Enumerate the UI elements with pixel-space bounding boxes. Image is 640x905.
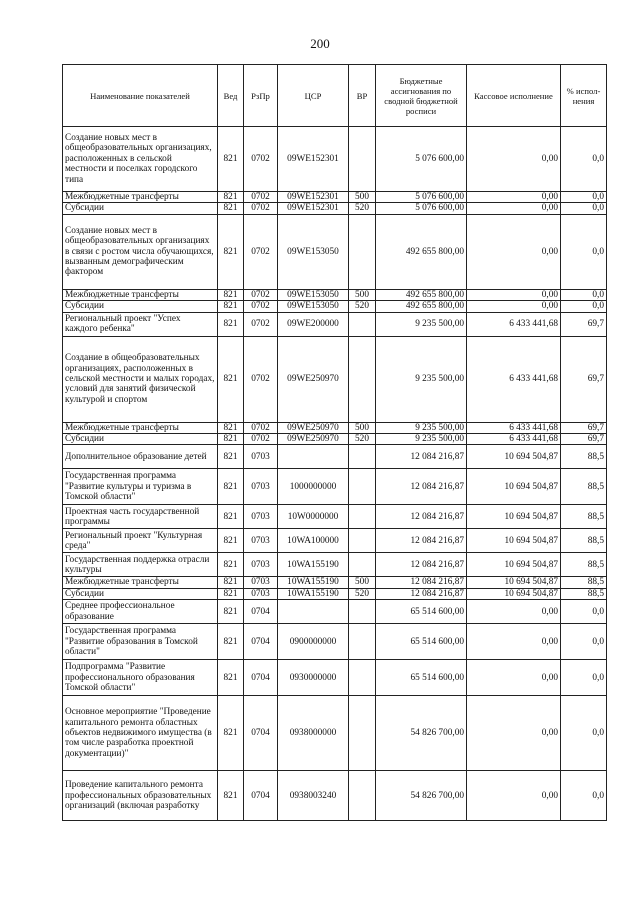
- cell-cash: 6 433 441,68: [467, 312, 561, 336]
- cell-ved: 821: [218, 588, 244, 599]
- cell-cash: 0,00: [467, 301, 561, 312]
- cell-ved: 821: [218, 336, 244, 422]
- cell-name: Создание новых мест в общеобразовательных организациях в связи с ростом числа обучающихся, вызванным демографическим фактором: [63, 214, 218, 289]
- header-name: Наименование показателей: [63, 65, 218, 127]
- cell-budget: 12 084 216,87: [376, 577, 467, 588]
- cell-vr: [349, 600, 376, 624]
- cell-budget: 9 235 500,00: [376, 434, 467, 445]
- cell-cash: 0,00: [467, 624, 561, 660]
- cell-name: Создание новых мест в общеобразовательных организациях, расположенных в сельской местности и поселках городского типа: [63, 127, 218, 192]
- cell-percent: 88,5: [561, 469, 607, 505]
- cell-vr: 500: [349, 192, 376, 203]
- cell-vr: [349, 553, 376, 577]
- cell-cash: 0,00: [467, 127, 561, 192]
- table-row: [63, 301, 607, 312]
- cell-rzpr: 0704: [244, 600, 278, 624]
- table-row: [63, 214, 607, 289]
- cell-csr: 09WE250970: [278, 434, 349, 445]
- header-ved: Вед: [218, 65, 244, 127]
- cell-budget: 5 076 600,00: [376, 203, 467, 214]
- cell-percent: 88,5: [561, 445, 607, 469]
- cell-name: Региональный проект "Культурная среда": [63, 529, 218, 553]
- cell-budget: 5 076 600,00: [376, 127, 467, 192]
- cell-cash: 6 433 441,68: [467, 434, 561, 445]
- cell-budget: 54 826 700,00: [376, 696, 467, 771]
- cell-ved: 821: [218, 624, 244, 660]
- cell-rzpr: 0703: [244, 577, 278, 588]
- cell-csr: 09WE153050: [278, 214, 349, 289]
- cell-cash: 0,00: [467, 203, 561, 214]
- cell-budget: 12 084 216,87: [376, 469, 467, 505]
- header-cash: Кассовое исполнение: [467, 65, 561, 127]
- cell-ved: 821: [218, 203, 244, 214]
- cell-cash: 10 694 504,87: [467, 529, 561, 553]
- cell-budget: 9 235 500,00: [376, 312, 467, 336]
- cell-rzpr: 0702: [244, 312, 278, 336]
- cell-budget: 54 826 700,00: [376, 771, 467, 821]
- cell-cash: 0,00: [467, 771, 561, 821]
- table-row: [63, 336, 607, 422]
- cell-vr: 520: [349, 301, 376, 312]
- cell-csr: 0930000000: [278, 660, 349, 696]
- cell-name: Государственная поддержка отрасли культуры: [63, 553, 218, 577]
- cell-ved: 821: [218, 469, 244, 505]
- cell-ved: 821: [218, 192, 244, 203]
- cell-percent: 69,7: [561, 312, 607, 336]
- cell-ved: 821: [218, 696, 244, 771]
- cell-cash: 6 433 441,68: [467, 422, 561, 433]
- cell-rzpr: 0703: [244, 469, 278, 505]
- header-percent: % испол-нения: [561, 65, 607, 127]
- cell-budget: 65 514 600,00: [376, 624, 467, 660]
- cell-budget: 9 235 500,00: [376, 336, 467, 422]
- cell-budget: 12 084 216,87: [376, 588, 467, 599]
- cell-csr: 0900000000: [278, 624, 349, 660]
- cell-csr: 09WE152301: [278, 127, 349, 192]
- cell-name: Среднее профессиональное образование: [63, 600, 218, 624]
- cell-rzpr: 0702: [244, 127, 278, 192]
- cell-name: Дополнительное образование детей: [63, 445, 218, 469]
- cell-budget: 5 076 600,00: [376, 192, 467, 203]
- cell-csr: 1000000000: [278, 469, 349, 505]
- table-row: [63, 422, 607, 433]
- cell-csr: 09WE250970: [278, 336, 349, 422]
- cell-cash: 0,00: [467, 289, 561, 300]
- cell-vr: [349, 336, 376, 422]
- table-row: [63, 588, 607, 599]
- cell-vr: [349, 312, 376, 336]
- cell-csr: 09WE153050: [278, 289, 349, 300]
- table-row: [63, 127, 607, 192]
- cell-percent: 88,5: [561, 529, 607, 553]
- cell-rzpr: 0702: [244, 301, 278, 312]
- cell-name: Межбюджетные трансферты: [63, 289, 218, 300]
- cell-vr: [349, 469, 376, 505]
- table-row: [63, 577, 607, 588]
- cell-cash: 0,00: [467, 192, 561, 203]
- cell-csr: 09WE152301: [278, 203, 349, 214]
- cell-percent: 88,5: [561, 505, 607, 529]
- cell-name: Проведение капитального ремонта профессиональных образовательных организаций (включая разработку: [63, 771, 218, 821]
- cell-budget: 12 084 216,87: [376, 529, 467, 553]
- header-rzpr: РзПр: [244, 65, 278, 127]
- cell-csr: 10WA155190: [278, 577, 349, 588]
- cell-budget: 12 084 216,87: [376, 445, 467, 469]
- cell-rzpr: 0702: [244, 434, 278, 445]
- cell-percent: 0,0: [561, 203, 607, 214]
- cell-ved: 821: [218, 553, 244, 577]
- cell-cash: 0,00: [467, 600, 561, 624]
- cell-percent: 69,7: [561, 336, 607, 422]
- cell-budget: 12 084 216,87: [376, 505, 467, 529]
- cell-ved: 821: [218, 422, 244, 433]
- cell-rzpr: 0703: [244, 588, 278, 599]
- cell-csr: 10W0000000: [278, 505, 349, 529]
- cell-vr: [349, 660, 376, 696]
- table-row: [63, 529, 607, 553]
- table-row: [63, 445, 607, 469]
- cell-vr: [349, 445, 376, 469]
- cell-percent: 0,0: [561, 660, 607, 696]
- table-row: [63, 696, 607, 771]
- table-row: [63, 289, 607, 300]
- cell-ved: 821: [218, 660, 244, 696]
- cell-name: Региональный проект "Успех каждого ребенка": [63, 312, 218, 336]
- cell-name: Межбюджетные трансферты: [63, 422, 218, 433]
- cell-cash: 6 433 441,68: [467, 336, 561, 422]
- cell-percent: 0,0: [561, 192, 607, 203]
- cell-csr: 09WE153050: [278, 301, 349, 312]
- table-row: [63, 469, 607, 505]
- cell-rzpr: 0702: [244, 422, 278, 433]
- cell-csr: [278, 600, 349, 624]
- table-row: [63, 203, 607, 214]
- cell-percent: 0,0: [561, 214, 607, 289]
- cell-name: Государственная программа "Развитие культуры и туризма в Томской области": [63, 469, 218, 505]
- cell-percent: 0,0: [561, 624, 607, 660]
- cell-rzpr: 0704: [244, 660, 278, 696]
- cell-cash: 10 694 504,87: [467, 445, 561, 469]
- table-row: [63, 771, 607, 821]
- cell-name: Субсидии: [63, 588, 218, 599]
- cell-csr: 0938003240: [278, 771, 349, 821]
- cell-vr: 500: [349, 422, 376, 433]
- cell-ved: 821: [218, 312, 244, 336]
- cell-vr: [349, 771, 376, 821]
- header-budget: Бюджетные ассигнования по сводной бюджетной росписи: [376, 65, 467, 127]
- cell-cash: 10 694 504,87: [467, 469, 561, 505]
- cell-ved: 821: [218, 505, 244, 529]
- cell-vr: 520: [349, 588, 376, 599]
- cell-rzpr: 0703: [244, 529, 278, 553]
- cell-name: Подпрограмма "Развитие профессионального образования Томской области": [63, 660, 218, 696]
- cell-vr: [349, 696, 376, 771]
- cell-ved: 821: [218, 771, 244, 821]
- cell-vr: [349, 505, 376, 529]
- cell-cash: 0,00: [467, 660, 561, 696]
- cell-vr: 520: [349, 203, 376, 214]
- cell-ved: 821: [218, 214, 244, 289]
- table-row: [63, 434, 607, 445]
- cell-budget: 9 235 500,00: [376, 422, 467, 433]
- cell-csr: 10WA155190: [278, 588, 349, 599]
- cell-rzpr: 0702: [244, 192, 278, 203]
- cell-budget: 65 514 600,00: [376, 600, 467, 624]
- cell-csr: 10WA100000: [278, 529, 349, 553]
- cell-name: Основное мероприятие "Проведение капитального ремонта областных объектов недвижимого имущества (в том числе разработка проектной документации)": [63, 696, 218, 771]
- table-row: [63, 505, 607, 529]
- cell-name: Субсидии: [63, 301, 218, 312]
- cell-csr: 09WE250970: [278, 422, 349, 433]
- cell-budget: 65 514 600,00: [376, 660, 467, 696]
- cell-percent: 0,0: [561, 771, 607, 821]
- cell-vr: [349, 529, 376, 553]
- cell-rzpr: 0704: [244, 771, 278, 821]
- cell-vr: [349, 214, 376, 289]
- cell-csr: [278, 445, 349, 469]
- cell-rzpr: 0702: [244, 214, 278, 289]
- cell-percent: 0,0: [561, 301, 607, 312]
- cell-percent: 69,7: [561, 422, 607, 433]
- cell-vr: [349, 127, 376, 192]
- cell-budget: 492 655 800,00: [376, 214, 467, 289]
- budget-execution-table: [62, 64, 607, 821]
- cell-ved: 821: [218, 577, 244, 588]
- cell-rzpr: 0704: [244, 624, 278, 660]
- table-row: [63, 312, 607, 336]
- table-row: [63, 192, 607, 203]
- cell-vr: 500: [349, 289, 376, 300]
- table-row: [63, 600, 607, 624]
- cell-rzpr: 0703: [244, 445, 278, 469]
- cell-ved: 821: [218, 301, 244, 312]
- table-row: [63, 624, 607, 660]
- cell-rzpr: 0703: [244, 553, 278, 577]
- header-csr: ЦСР: [278, 65, 349, 127]
- cell-cash: 10 694 504,87: [467, 588, 561, 599]
- cell-name: Межбюджетные трансферты: [63, 577, 218, 588]
- cell-cash: 10 694 504,87: [467, 505, 561, 529]
- cell-budget: 492 655 800,00: [376, 301, 467, 312]
- cell-ved: 821: [218, 289, 244, 300]
- cell-budget: 492 655 800,00: [376, 289, 467, 300]
- cell-rzpr: 0702: [244, 289, 278, 300]
- cell-ved: 821: [218, 127, 244, 192]
- cell-percent: 0,0: [561, 696, 607, 771]
- cell-cash: 0,00: [467, 214, 561, 289]
- cell-vr: 500: [349, 577, 376, 588]
- cell-percent: 0,0: [561, 289, 607, 300]
- table-row: [63, 660, 607, 696]
- cell-name: Государственная программа "Развитие образования в Томской области": [63, 624, 218, 660]
- page-number: 200: [310, 36, 330, 51]
- cell-cash: 0,00: [467, 696, 561, 771]
- cell-percent: 88,5: [561, 553, 607, 577]
- cell-csr: 10WA155190: [278, 553, 349, 577]
- cell-rzpr: 0702: [244, 336, 278, 422]
- cell-ved: 821: [218, 600, 244, 624]
- header-row: [63, 65, 607, 127]
- cell-csr: 09WE152301: [278, 192, 349, 203]
- cell-rzpr: 0703: [244, 505, 278, 529]
- cell-name: Субсидии: [63, 434, 218, 445]
- cell-ved: 821: [218, 445, 244, 469]
- cell-rzpr: 0704: [244, 696, 278, 771]
- cell-name: Субсидии: [63, 203, 218, 214]
- cell-budget: 12 084 216,87: [376, 553, 467, 577]
- cell-cash: 10 694 504,87: [467, 577, 561, 588]
- cell-csr: 09WE200000: [278, 312, 349, 336]
- cell-vr: [349, 624, 376, 660]
- cell-rzpr: 0702: [244, 203, 278, 214]
- header-vr: ВР: [349, 65, 376, 127]
- cell-percent: 69,7: [561, 434, 607, 445]
- cell-name: Проектная часть государственной программы: [63, 505, 218, 529]
- cell-cash: 10 694 504,87: [467, 553, 561, 577]
- cell-ved: 821: [218, 529, 244, 553]
- cell-name: Межбюджетные трансферты: [63, 192, 218, 203]
- cell-ved: 821: [218, 434, 244, 445]
- cell-percent: 88,5: [561, 577, 607, 588]
- cell-percent: 88,5: [561, 588, 607, 599]
- cell-percent: 0,0: [561, 127, 607, 192]
- table-row: [63, 553, 607, 577]
- cell-percent: 0,0: [561, 600, 607, 624]
- cell-name: Создание в общеобразовательных организациях, расположенных в сельской местности и малых городах, условий для занятий физической культурой и спортом: [63, 336, 218, 422]
- cell-vr: 520: [349, 434, 376, 445]
- cell-csr: 0938000000: [278, 696, 349, 771]
